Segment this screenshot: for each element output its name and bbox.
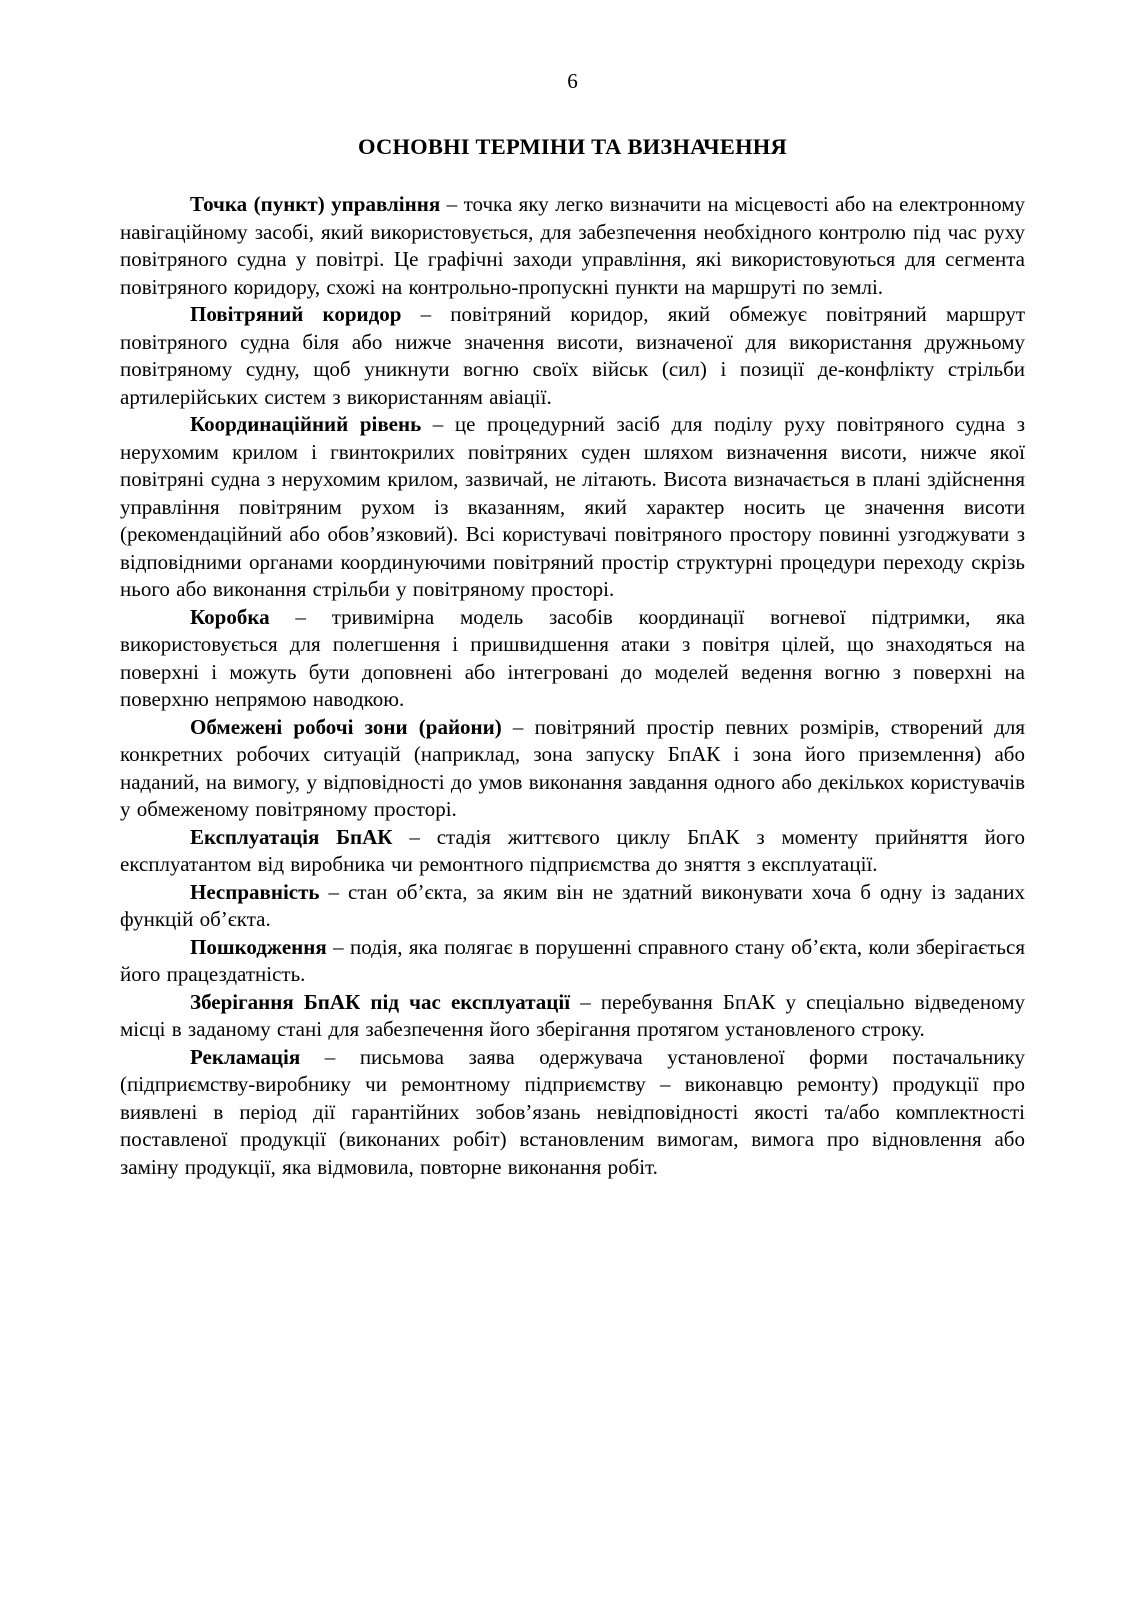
definition-term: Зберігання БпАК під час експлуатації xyxy=(190,989,571,1014)
definition-body: – повітряний коридор, який обмежує повітряний маршрут повітряного судна біля або нижче значення висоти, визначеної для використання дружньому повітряному судну, щоб уникнути вогню своїх військ (сил) і позиції де-конфлікту стрільби артилерійських систем з використанням авіації. xyxy=(120,302,1025,409)
definition-paragraph xyxy=(120,604,1025,714)
definition-paragraph xyxy=(120,989,1025,1044)
page-number: 6 xyxy=(567,69,578,93)
definition-body: – це процедурний засіб для поділу руху повітряного судна з нерухомим крилом і гвинтокрилих повітряних суден шляхом визначення висоти, нижче якої повітряні судна з нерухомим крилом, зазвичай, не літають. Висота визначається в плані здійснення управління повітряним рухом із вказанням, який характер носить це значення висоти (рекомендаційний або обов’язковий). Всі користувачі повітряного простору повинні узгоджувати з відповідними органами координуючими повітряний простір структурні процедури переходу скрізь нього або виконання стрільби у повітряному просторі. xyxy=(120,412,1025,601)
definition-paragraph xyxy=(120,301,1025,411)
definition-paragraph xyxy=(120,824,1025,879)
definition-paragraph xyxy=(120,1044,1025,1182)
page-title: ОСНОВНІ ТЕРМІНИ ТА ВИЗНАЧЕННЯ xyxy=(358,134,787,159)
definition-term: Експлуатація БпАК xyxy=(190,824,393,849)
definition-paragraph xyxy=(120,714,1025,824)
definition-body: – перебування БпАК у спеціально відведеному місці в заданому стані для забезпечення його зберігання протягом установленого строку. xyxy=(120,989,1025,1041)
definition-body: – подія, яка полягає в порушенні справного стану об’єкта, коли зберігається його працездатність. xyxy=(120,934,1025,986)
definition-paragraph xyxy=(120,879,1025,934)
definition-body: – точка яку легко визначити на місцевості або на електронному навігаційному засобі, який використовується, для забезпечення необхідного контролю під час руху повітряного судна у повітрі. Це графічні заходи управління, які використовуються для сегмента повітряного коридору, схожі на контрольно-пропускні пункти на маршруті по землі. xyxy=(120,192,1025,299)
definition-term: Несправність xyxy=(190,879,320,904)
definition-term: Повітряний коридор xyxy=(190,302,402,326)
definition-body: – повітряний простір певних розмірів, створений для конкретних робочих ситуацій (наприклад, зона запуску БпАК і зона його приземлення) або наданий, на вимогу, у відповідності до умов виконання завдання одного або декількох користувачів у обмеженому повітряному просторі. xyxy=(120,714,1026,821)
definition-term: Коробка xyxy=(190,604,270,629)
definition-body: – тривимірна модель засобів координації вогневої підтримки, яка використовується для полегшення і пришвидшення атаки з повітря цілей, що знаходяться на поверхні і можуть бути доповнені або інтегровані до моделей ведення вогню з поверхні на поверхню непрямою наводкою. xyxy=(120,604,1025,711)
definition-body: – стадія життєвого циклу БпАК з моменту прийняття його експлуатантом від виробника чи ремонтного підприємства до зняття з експлуатації. xyxy=(120,824,1025,876)
definition-term: Обмежені робочі зони (райони) xyxy=(190,714,502,739)
definition-term: Координаційний рівень xyxy=(190,412,422,436)
definition-body: – письмова заява одержувача установленої форми постачальнику (підприємству-виробнику чи ремонтному підприємству – виконавцю ремонту) продукції про виявлені в період дії гарантійних зобов’язань невідповідності якості та/або комплектності поставленої продукції (виконаних робіт) встановленим вимогам, вимога про відновлення або заміну продукції, яка відмовила, повторне виконання робіт. xyxy=(120,1044,1025,1179)
definition-term: Точка (пункт) управління xyxy=(190,192,441,216)
definition-paragraph xyxy=(120,191,1025,301)
definition-paragraph xyxy=(120,411,1025,604)
definition-paragraph xyxy=(120,934,1025,989)
definition-term: Пошкодження xyxy=(190,934,327,959)
definition-term: Рекламація xyxy=(190,1044,301,1069)
definition-body: – стан об’єкта, за яким він не здатний виконувати хоча б одну із заданих функцій об’єкта. xyxy=(120,879,1025,931)
